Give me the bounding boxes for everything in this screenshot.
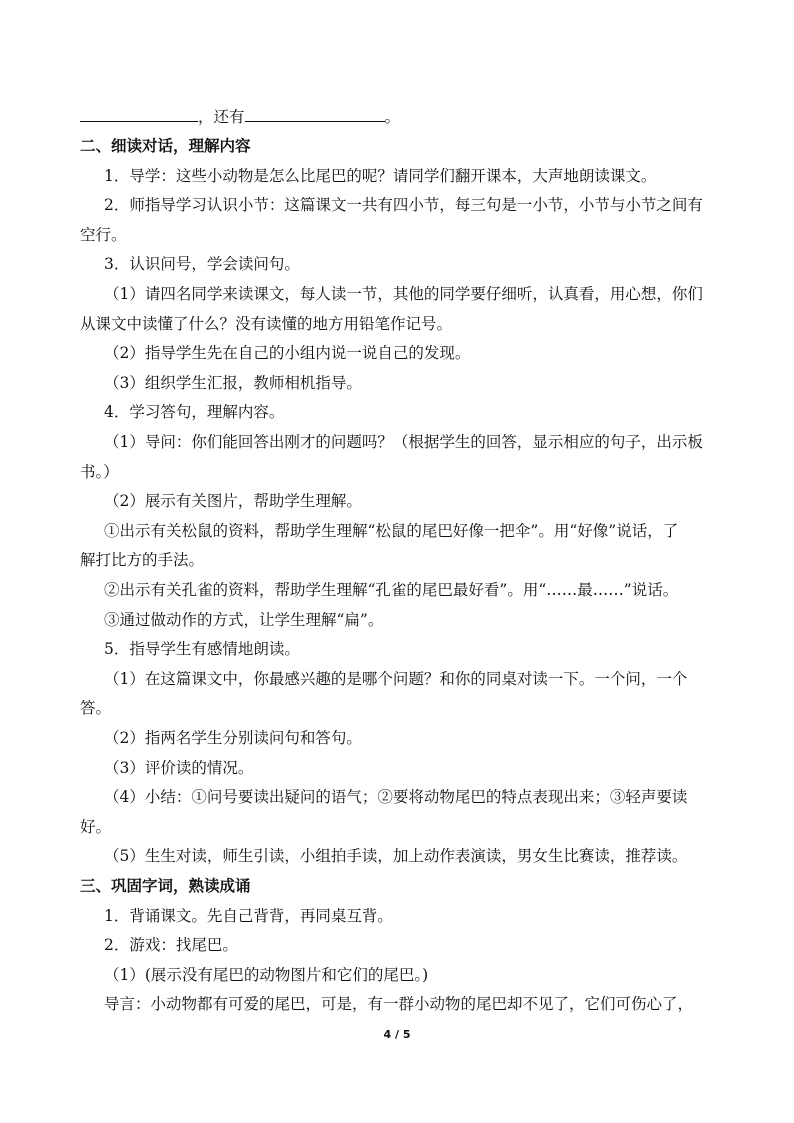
- paragraph-line: （1）请四名同学来读课文，每人读一节，其他的同学要仔细听，认真看，用心想，你们: [104, 285, 703, 303]
- paragraph-line: ②出示有关孔雀的资料，帮助学生理解“孔雀的尾巴最好看”。用“……最……”说话。: [104, 581, 679, 599]
- paragraph-line: ③通过做动作的方式，让学生理解“扁”。: [104, 610, 384, 629]
- paragraph-line: 从课文中读懂了什么？没有读懂的地方用铅笔作记号。: [80, 314, 453, 333]
- paragraph-line: 2．师指导学习认识小节：这篇课文一共有四小节，每三句是一小节，小节与小节之间有: [104, 196, 703, 215]
- paragraph-line: （5）生生对读，师生引读，小组拍手读，加上动作表演读，男女生比赛读，推荐读。: [104, 847, 688, 866]
- fill-in-blank-line: [80, 107, 720, 127]
- answer-blank-2[interactable]: [245, 107, 385, 122]
- answer-blank-1[interactable]: [80, 107, 198, 122]
- paragraph-line: （2）指导学生先在自己的小组内说一说自己的发现。: [104, 344, 471, 363]
- paragraph-line: 1．导学：这些小动物是怎么比尾巴的呢？请同学们翻开课本，大声地朗读课文。: [104, 166, 657, 185]
- section-heading: 三、巩固字词，熟读成诵: [80, 876, 251, 895]
- paragraph-line: 2．游戏：找尾巴。: [104, 936, 238, 955]
- paragraph-line: 解打比方的手法。: [80, 551, 205, 570]
- paragraph-line: 空行。: [80, 225, 127, 244]
- paragraph-line: （1）(展示没有尾巴的动物图片和它们的尾巴。): [104, 965, 429, 984]
- paragraph-line: 5．指导学生有感情地朗读。: [104, 640, 300, 659]
- paragraph-line: （1）导问：你们能回答出刚才的问题吗？（根据学生的回答，显示相应的句子，出示板: [104, 433, 703, 451]
- page-number: 4 / 5: [383, 1028, 411, 1041]
- section-heading: 二、细读对话，理解内容: [80, 136, 251, 155]
- fill-middle-text: ，还有: [198, 108, 245, 126]
- paragraph-line: （3）组织学生汇报，教师相机指导。: [104, 373, 362, 392]
- paragraph-line: （3）评价读的情况。: [104, 758, 254, 777]
- paragraph-line: 导言：小动物都有可爱的尾巴，可是，有一群小动物的尾巴却不见了，它们可伤心了，: [104, 995, 694, 1014]
- paragraph-line: 好。: [80, 817, 112, 836]
- paragraph-line: （2）展示有关图片，帮助学生理解。: [104, 492, 362, 511]
- paragraph-line: （2）指两名学生分别读问句和答句。: [104, 729, 362, 747]
- paragraph-line: 书。）: [80, 462, 119, 481]
- paragraph-line: （4）小结：①问号要读出疑问的语气；②要将动物尾巴的特点表现出来；③轻声要读: [104, 788, 688, 807]
- paragraph-line: （1）在这篇课文中，你最感兴趣的是哪个问题？和你的同桌对读一下。一个问，一个: [104, 669, 688, 688]
- paragraph-line: 答。: [80, 699, 112, 718]
- paragraph-line: 4．学习答句，理解内容。: [104, 403, 285, 422]
- paragraph-line: 1．背诵课文。先自己背背，再同桌互背。: [104, 906, 393, 925]
- fill-end-text: 。: [384, 108, 401, 126]
- paragraph-line: 3．认识问号，学会读问句。: [104, 255, 300, 274]
- paragraph-line: ①出示有关松鼠的资料，帮助学生理解“松鼠的尾巴好像一把伞”。用“好像”说话，了: [104, 521, 679, 540]
